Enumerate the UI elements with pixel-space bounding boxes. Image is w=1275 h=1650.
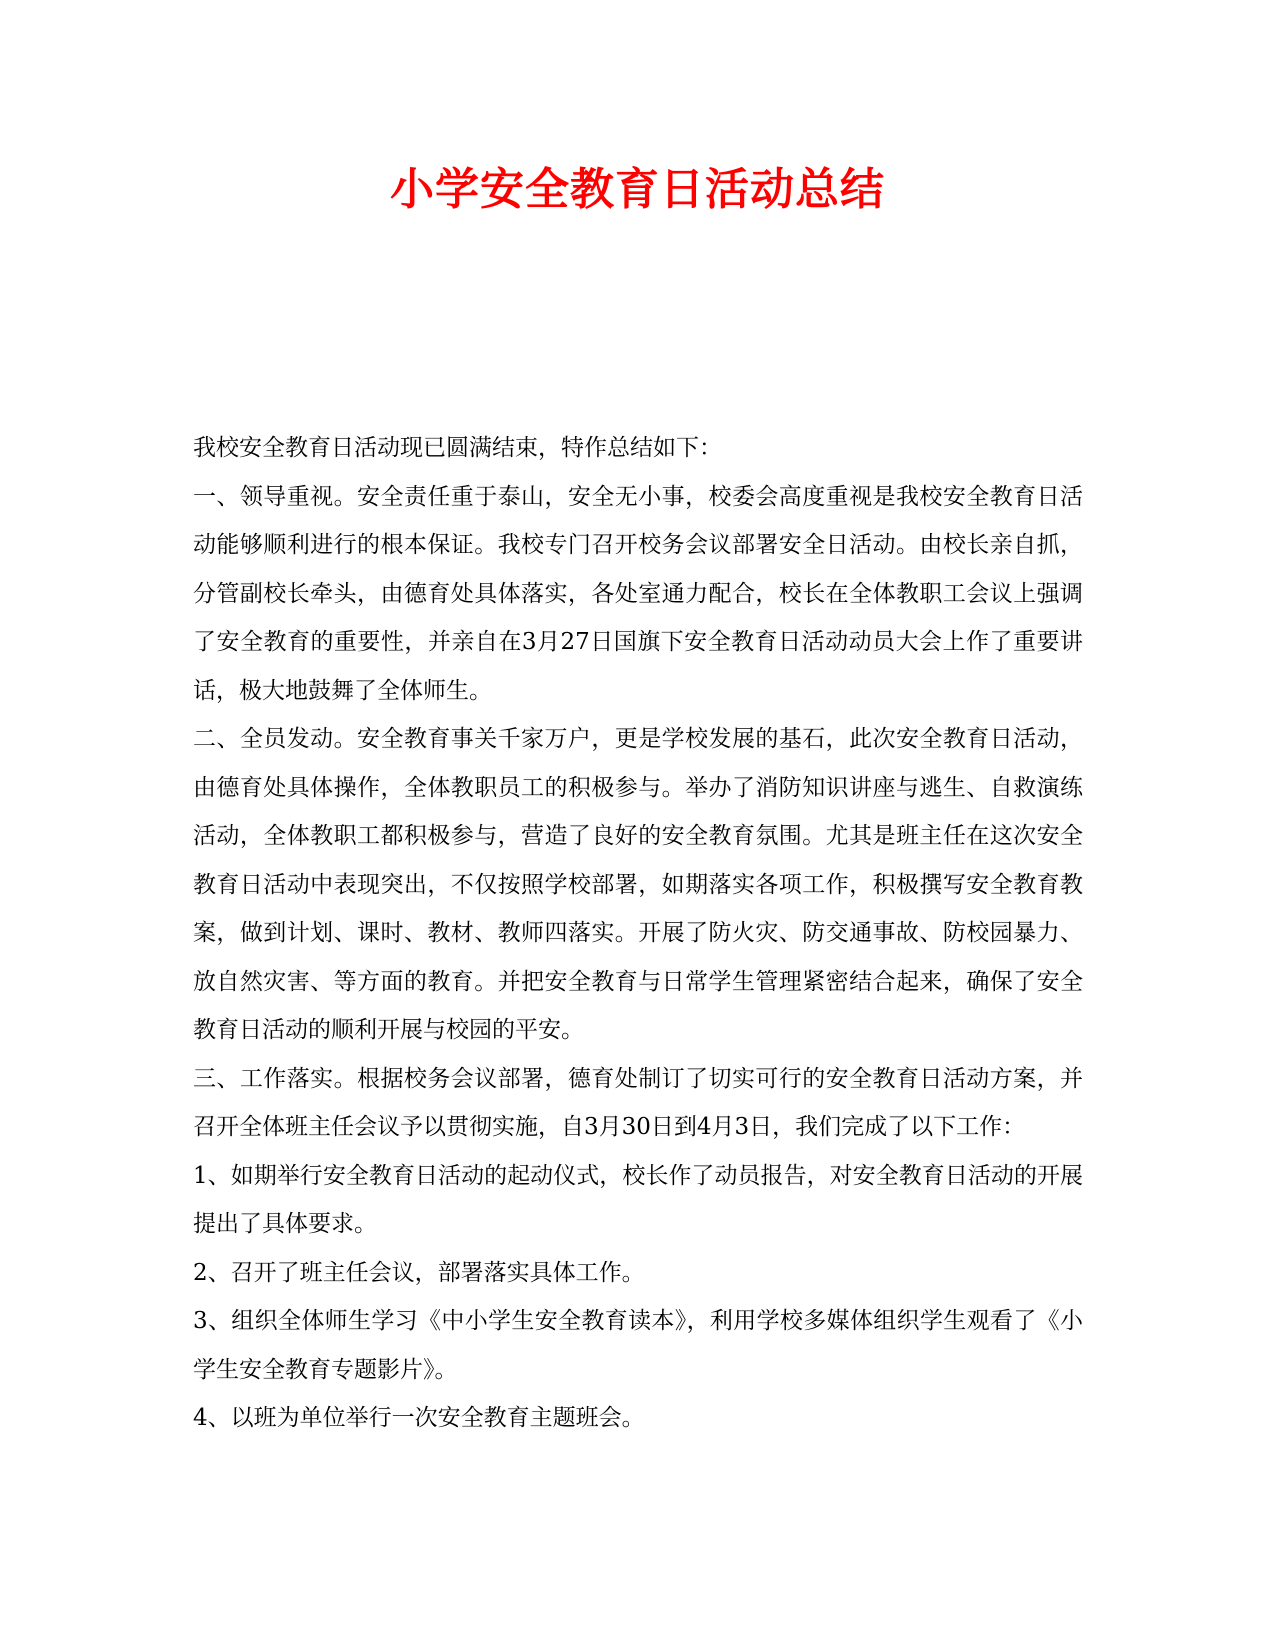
section-mobilization-paragraph: 二、全员发动。安全教育事关千家万户，更是学校发展的基石，此次安全教育日活动，由德育处具体操作，全体教职员工的积极参与。举办了消防知识讲座与逃生、自救演练活动，全体教职工都积极参与，营造了良好的安全教育氛围。尤其是班主任在这次安全教育日活动中表现突出，不仅按照学校部署，如期落实各项工作，积极撰写安全教育教案，做到计划、课时、教材、教师四落实。开展了防火灾、防交通事故、防校园暴力、放自然灾害、等方面的教育。并把安全教育与日常学生管理紧密结合起来，确保了安全教育日活动的顺利开展与校园的平安。 [193,726,1083,1043]
list-item-3: 3、组织全体师生学习《中小学生安全教育读本》，利用学校多媒体组织学生观看了《小学生安全教育专题影片》。 [193,1308,1083,1383]
intro-paragraph: 我校安全教育日活动现已圆满结束，特作总结如下： [193,435,722,461]
list-item-2: 2、召开了班主任会议，部署落实具体工作。 [193,1259,645,1286]
document-body [193,424,1083,1443]
section-leadership-paragraph: 一、领导重视。安全责任重于泰山，安全无小事，校委会高度重视是我校安全教育日活动能够顺利进行的根本保证。我校专门召开校务会议部署安全日活动。由校长亲自抓，分管副校长牵头，由德育处具体落实，各处室通力配合，校长在全体教职工会议上强调了安全教育的重要性，并亲自在3月27日国旗下安全教育日活动动员大会上作了重要讲话，极大地鼓舞了全体师生。 [193,483,1083,704]
document-title: 小学安全教育日活动总结 [390,164,885,215]
list-item-4: 4、以班为单位举行一次安全教育主题班会。 [193,1405,645,1431]
section-implementation-paragraph: 三、工作落实。根据校务会议部署，德育处制订了切实可行的安全教育日活动方案，并召开全体班主任会议予以贯彻实施，自3月30日到4月3日，我们完成了以下工作： [193,1065,1083,1140]
list-item-1: 1、如期举行安全教育日活动的起动仪式，校长作了动员报告，对安全教育日活动的开展提出了具体要求。 [193,1162,1083,1237]
